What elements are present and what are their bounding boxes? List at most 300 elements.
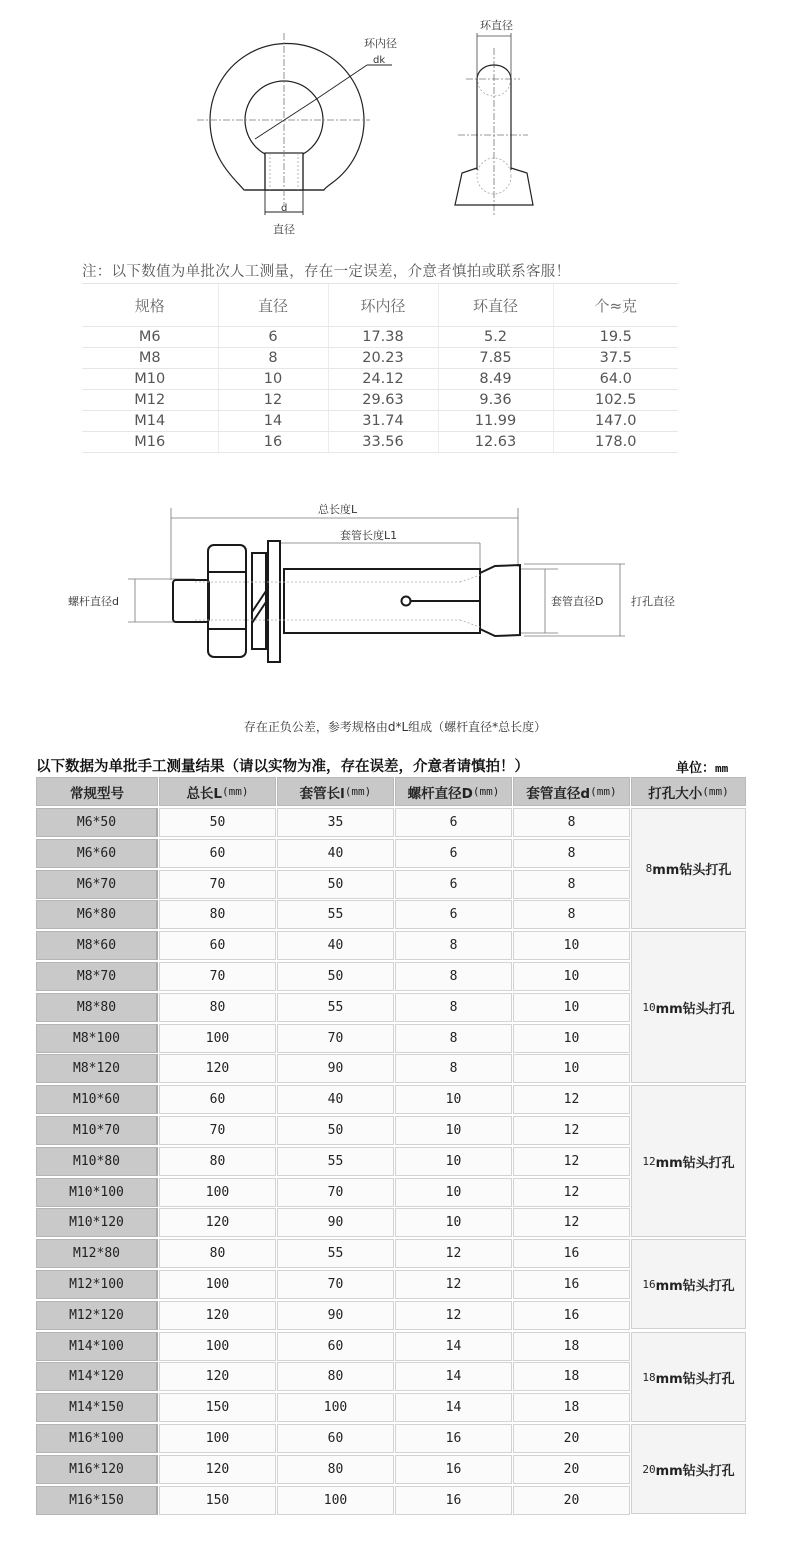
label-drill-diameter: 打孔直径	[631, 595, 675, 608]
cell-value: 55	[327, 1000, 344, 1015]
cell-screw-diameter	[395, 1270, 512, 1299]
cell-sleeve-diameter	[513, 1301, 630, 1330]
drill-size-group	[631, 931, 746, 1083]
cell-sleeve-diameter	[513, 1024, 630, 1053]
header-weight: 个≈克	[553, 284, 678, 327]
cell-screw-diameter	[395, 1178, 512, 1207]
cell-model	[36, 1116, 158, 1145]
cell-screw-diameter	[395, 1362, 512, 1391]
header-sleeve-diameter	[513, 777, 630, 806]
cell-value: M8*60	[76, 938, 117, 953]
header-label: 套管直径d	[526, 785, 591, 802]
cell-model	[36, 870, 158, 899]
cell-value: 12	[563, 1154, 580, 1169]
cell-value: M6*50	[76, 815, 117, 830]
cell-value: M8*100	[73, 1031, 120, 1046]
cell-value: 16	[563, 1277, 580, 1292]
cell-value: 50	[327, 969, 344, 984]
drill-label: mm钻头打孔	[655, 1278, 735, 1294]
cell-sleeve-diameter	[513, 870, 630, 899]
cell-sleeve-length	[277, 808, 394, 837]
cell-value: M6*70	[76, 877, 117, 892]
hex-nut	[208, 545, 246, 657]
cell-value: 12	[563, 1215, 580, 1230]
cell-model	[36, 839, 158, 868]
drill-number: 20	[642, 1462, 656, 1476]
cell-sleeve-length	[277, 1486, 394, 1515]
cell-screw-diameter	[395, 1424, 512, 1453]
header-label: 套管长l	[299, 785, 345, 802]
cell-value: M10*70	[73, 1123, 120, 1138]
cell-total-length	[159, 1301, 276, 1330]
cell-inner-diameter: 31.74	[328, 411, 438, 432]
cell-sleeve-diameter	[513, 1332, 630, 1361]
cell-value: 6	[449, 846, 458, 861]
eye-table-header-row	[82, 284, 678, 327]
cell-model	[36, 1424, 158, 1453]
cell-value: 10	[563, 1061, 580, 1076]
cell-screw-diameter	[395, 1239, 512, 1268]
spec-caption: 存在正负公差，参考规格由d*L组成（螺杆直径*总长度）	[243, 720, 547, 734]
cell-value: 14	[445, 1369, 462, 1384]
cell-screw-diameter	[395, 993, 512, 1022]
drill-label: mm钻头打孔	[655, 1155, 735, 1171]
cell-value: 70	[327, 1031, 344, 1046]
cell-model	[36, 1147, 158, 1176]
cell-value: 35	[327, 815, 344, 830]
cell-value: 80	[209, 1000, 226, 1015]
cell-value: 55	[327, 907, 344, 922]
cell-value: 20	[563, 1431, 580, 1446]
cell-model	[36, 1024, 158, 1053]
cell-value: 120	[205, 1308, 230, 1323]
cell-screw-diameter	[395, 1024, 512, 1053]
eye-bolt-note: 注：以下数值为单批次人工测量，存在一定误差，介意者慎拍或联系客服！	[82, 261, 678, 284]
cell-ring-diameter: 8.49	[438, 369, 553, 390]
cell-value: 16	[445, 1462, 462, 1477]
header-unit: (mm)	[702, 785, 729, 798]
unit-value: mm	[715, 762, 729, 775]
cell-value: 10	[445, 1185, 462, 1200]
cell-value: 8	[567, 846, 576, 861]
cell-model	[36, 1301, 158, 1330]
cell-value: 20	[563, 1493, 580, 1508]
header-diameter: 直径	[218, 284, 328, 327]
cell-screw-diameter	[395, 1393, 512, 1422]
cell-diameter: 16	[218, 432, 328, 453]
cell-value: M8*120	[73, 1061, 120, 1076]
cell-value: M6*60	[76, 846, 117, 861]
label-d: d	[281, 203, 288, 214]
cell-sleeve-diameter	[513, 1178, 630, 1207]
cell-total-length	[159, 1116, 276, 1145]
table-row	[82, 348, 678, 369]
expansion-cone	[480, 565, 520, 636]
cell-sleeve-diameter	[513, 1424, 630, 1453]
cell-value: M8*80	[76, 1000, 117, 1015]
cell-model	[36, 1054, 158, 1083]
cell-value: 18	[563, 1339, 580, 1354]
cell-value: 120	[205, 1462, 230, 1477]
cell-sleeve-diameter	[513, 1147, 630, 1176]
cell-value: 90	[327, 1061, 344, 1076]
stud	[173, 580, 209, 622]
cell-total-length	[159, 1054, 276, 1083]
cell-total-length	[159, 1332, 276, 1361]
cell-sleeve-diameter	[513, 931, 630, 960]
drill-number: 10	[642, 1000, 656, 1014]
cell-sleeve-diameter	[513, 1270, 630, 1299]
cell-screw-diameter	[395, 1208, 512, 1237]
header-label: 总长L	[186, 785, 223, 802]
cell-value: 16	[445, 1431, 462, 1446]
cell-model	[36, 1455, 158, 1484]
cell-value: 100	[205, 1185, 230, 1200]
cell-spec: M14	[82, 411, 218, 432]
cell-model	[36, 900, 158, 929]
cell-total-length	[159, 962, 276, 991]
cell-value: 90	[327, 1308, 344, 1323]
cell-total-length	[159, 1393, 276, 1422]
cell-screw-diameter	[395, 870, 512, 899]
cell-ring-diameter: 5.2	[438, 327, 553, 348]
cell-total-length	[159, 1239, 276, 1268]
cell-screw-diameter	[395, 1085, 512, 1114]
cell-model	[36, 1178, 158, 1207]
cell-value: 100	[205, 1031, 230, 1046]
cell-value: 60	[209, 846, 226, 861]
cell-sleeve-length	[277, 962, 394, 991]
cell-value: M10*80	[73, 1154, 120, 1169]
cell-value: 100	[323, 1400, 348, 1415]
cell-value: M8*70	[76, 969, 117, 984]
header-unit: (mm)	[344, 785, 372, 798]
header-label: 螺杆直径D	[407, 785, 473, 802]
header-label: 常规型号	[70, 785, 124, 802]
cell-model	[36, 1393, 158, 1422]
cell-sleeve-diameter	[513, 1362, 630, 1391]
label-diameter: 直径	[273, 223, 295, 236]
cell-total-length	[159, 1486, 276, 1515]
cell-value: 55	[327, 1154, 344, 1169]
cell-sleeve-length	[277, 1301, 394, 1330]
cell-sleeve-length	[277, 1332, 394, 1361]
cell-sleeve-length	[277, 900, 394, 929]
drill-number: 8	[645, 862, 653, 875]
cell-value: M12*100	[69, 1277, 124, 1292]
cell-value: M6*80	[76, 907, 117, 922]
cell-total-length	[159, 1024, 276, 1053]
cell-value: 8	[449, 938, 458, 953]
cell-screw-diameter	[395, 839, 512, 868]
header-sleeve-length	[277, 777, 394, 806]
header-model	[36, 777, 158, 806]
header-total-length	[159, 777, 276, 806]
label-screw-diameter: 螺杆直径d	[68, 595, 119, 608]
cell-value: 60	[327, 1431, 344, 1446]
expansion-anchor-diagram	[0, 490, 790, 680]
cell-value: 10	[563, 1000, 580, 1015]
cell-value: 8	[567, 877, 576, 892]
cell-value: 12	[563, 1092, 580, 1107]
cell-screw-diameter	[395, 808, 512, 837]
header-unit: (mm)	[590, 785, 617, 798]
cell-screw-diameter	[395, 1486, 512, 1515]
cell-ring-diameter: 9.36	[438, 390, 553, 411]
cell-sleeve-diameter	[513, 1239, 630, 1268]
cell-sleeve-diameter	[513, 993, 630, 1022]
cell-value: M14*150	[69, 1400, 124, 1415]
cell-weight: 102.5	[553, 390, 678, 411]
cell-value: 8	[449, 1061, 458, 1076]
cell-diameter: 8	[218, 348, 328, 369]
cell-value: 55	[327, 1246, 344, 1261]
cell-value: 100	[205, 1339, 230, 1354]
drill-number: 12	[642, 1154, 656, 1168]
cell-value: 16	[445, 1493, 462, 1508]
cell-sleeve-diameter	[513, 1085, 630, 1114]
cell-sleeve-diameter	[513, 1455, 630, 1484]
cell-value: 70	[327, 1277, 344, 1292]
cell-value: 150	[205, 1400, 230, 1415]
drill-size-group	[631, 808, 746, 929]
unit-label: 单位：	[676, 761, 716, 776]
cell-screw-diameter	[395, 931, 512, 960]
header-inner-diameter: 环内径	[328, 284, 438, 327]
cell-total-length	[159, 931, 276, 960]
header-screw-diameter	[395, 777, 512, 806]
cell-spec: M8	[82, 348, 218, 369]
cell-sleeve-diameter	[513, 1208, 630, 1237]
cell-value: 100	[323, 1493, 348, 1508]
cell-spec: M16	[82, 432, 218, 453]
cell-total-length	[159, 1270, 276, 1299]
cell-screw-diameter	[395, 900, 512, 929]
cell-value: 16	[563, 1246, 580, 1261]
cell-sleeve-length	[277, 1362, 394, 1391]
cell-screw-diameter	[395, 1116, 512, 1145]
cell-total-length	[159, 1455, 276, 1484]
cell-value: 100	[205, 1277, 230, 1292]
cell-value: 120	[205, 1061, 230, 1076]
cell-model	[36, 931, 158, 960]
cell-inner-diameter: 33.56	[328, 432, 438, 453]
cell-value: 40	[327, 846, 344, 861]
cell-screw-diameter	[395, 1332, 512, 1361]
cell-value: 100	[205, 1431, 230, 1446]
cell-value: 12	[445, 1277, 462, 1292]
cell-sleeve-length	[277, 1393, 394, 1422]
cell-model	[36, 1362, 158, 1391]
cell-value: 16	[563, 1308, 580, 1323]
cell-value: 6	[449, 815, 458, 830]
cell-sleeve-length	[277, 870, 394, 899]
cell-value: 50	[327, 1123, 344, 1138]
cell-value: M12*120	[69, 1308, 124, 1323]
eye-bolt-spec-table	[82, 261, 678, 453]
cell-value: 40	[327, 938, 344, 953]
cell-model	[36, 1085, 158, 1114]
cell-screw-diameter	[395, 962, 512, 991]
cell-weight: 147.0	[553, 411, 678, 432]
cell-value: 70	[327, 1185, 344, 1200]
cell-value: 12	[563, 1185, 580, 1200]
table-row	[82, 432, 678, 453]
cell-total-length	[159, 1424, 276, 1453]
cell-inner-diameter: 29.63	[328, 390, 438, 411]
cell-value: 6	[449, 907, 458, 922]
cell-value: 80	[327, 1369, 344, 1384]
cell-sleeve-diameter	[513, 1486, 630, 1515]
cell-value: 150	[205, 1493, 230, 1508]
cell-sleeve-length	[277, 1239, 394, 1268]
cell-spec: M10	[82, 369, 218, 390]
cell-value: 10	[445, 1123, 462, 1138]
label-sleeve-diameter: 套管直径D	[551, 595, 604, 608]
cell-value: 120	[205, 1215, 230, 1230]
cell-sleeve-diameter	[513, 1393, 630, 1422]
cell-total-length	[159, 1085, 276, 1114]
cell-value: 50	[209, 815, 226, 830]
header-unit: (mm)	[472, 785, 500, 798]
cell-value: 40	[327, 1092, 344, 1107]
cell-sleeve-diameter	[513, 808, 630, 837]
cell-weight: 178.0	[553, 432, 678, 453]
cell-value: 14	[445, 1339, 462, 1354]
cell-value: 18	[563, 1400, 580, 1415]
cell-value: M16*120	[69, 1462, 124, 1477]
drill-number: 18	[642, 1370, 656, 1384]
cell-value: M16*150	[69, 1493, 124, 1508]
table-row	[82, 327, 678, 348]
cell-sleeve-length	[277, 839, 394, 868]
cell-value: M14*100	[69, 1339, 124, 1354]
cell-value: M14*120	[69, 1369, 124, 1384]
cell-sleeve-diameter	[513, 1054, 630, 1083]
drill-size-group	[631, 1332, 746, 1422]
cell-inner-diameter: 24.12	[328, 369, 438, 390]
cell-total-length	[159, 1362, 276, 1391]
cell-sleeve-length	[277, 1116, 394, 1145]
cell-total-length	[159, 808, 276, 837]
cell-value: 60	[327, 1339, 344, 1354]
cell-model	[36, 808, 158, 837]
anchor-table-title: 以下数据为单批手工测量结果（请以实物为准，存在误差，介意者请慎拍！）	[36, 759, 529, 775]
cell-value: 12	[563, 1123, 580, 1138]
label-dk: dk	[373, 55, 386, 66]
cell-value: 60	[209, 1092, 226, 1107]
cell-value: 8	[567, 815, 576, 830]
cell-sleeve-length	[277, 1270, 394, 1299]
drill-size-group	[631, 1424, 746, 1514]
cell-value: M10*60	[73, 1092, 120, 1107]
cell-model	[36, 993, 158, 1022]
cell-value: 50	[327, 877, 344, 892]
cell-value: 10	[445, 1215, 462, 1230]
cell-model	[36, 962, 158, 991]
drill-number: 16	[642, 1277, 656, 1291]
label-ring-diameter: 环直径	[480, 19, 513, 32]
header-unit: (mm)	[222, 785, 249, 798]
cell-sleeve-length	[277, 1178, 394, 1207]
cell-total-length	[159, 839, 276, 868]
cell-total-length	[159, 1208, 276, 1237]
cell-value: 12	[445, 1246, 462, 1261]
cell-model	[36, 1332, 158, 1361]
drill-size-group	[631, 1239, 746, 1329]
cell-value: 20	[563, 1462, 580, 1477]
cell-model	[36, 1239, 158, 1268]
cell-sleeve-length	[277, 931, 394, 960]
label-total-length: 总长度L	[318, 503, 358, 516]
flat-washer	[268, 541, 280, 662]
cell-spec: M12	[82, 390, 218, 411]
cell-screw-diameter	[395, 1455, 512, 1484]
header-ring-diameter: 环直径	[438, 284, 553, 327]
cell-weight: 64.0	[553, 369, 678, 390]
anchor-spec-table	[36, 777, 746, 1521]
cell-value: 12	[445, 1308, 462, 1323]
header-label: 打孔大小	[648, 785, 703, 802]
label-sleeve-length: 套管长度L1	[340, 529, 398, 542]
cell-value: 18	[563, 1369, 580, 1384]
cell-value: 14	[445, 1400, 462, 1415]
cell-total-length	[159, 1147, 276, 1176]
cell-value: 120	[205, 1369, 230, 1384]
table-row	[82, 390, 678, 411]
cell-value: 80	[209, 907, 226, 922]
cell-sleeve-length	[277, 993, 394, 1022]
cell-value: 6	[449, 877, 458, 892]
cell-screw-diameter	[395, 1054, 512, 1083]
cell-value: 80	[209, 1154, 226, 1169]
cell-inner-diameter: 17.38	[328, 327, 438, 348]
label-inner-diameter: 环内径	[364, 37, 397, 50]
eye-bolt-diagram	[0, 0, 790, 250]
cell-value: 10	[445, 1092, 462, 1107]
cell-value: M10*100	[69, 1185, 124, 1200]
cell-model	[36, 1486, 158, 1515]
cell-diameter: 10	[218, 369, 328, 390]
drill-size-group	[631, 1085, 746, 1237]
drill-label: mm钻头打孔	[655, 1001, 735, 1017]
cell-model	[36, 1208, 158, 1237]
table-row	[82, 411, 678, 432]
cell-value: 80	[209, 1246, 226, 1261]
unit-indicator	[676, 757, 728, 776]
cell-sleeve-diameter	[513, 900, 630, 929]
cell-model	[36, 1270, 158, 1299]
cell-value: 10	[445, 1154, 462, 1169]
cell-screw-diameter	[395, 1301, 512, 1330]
cell-sleeve-length	[277, 1085, 394, 1114]
cell-sleeve-diameter	[513, 839, 630, 868]
cell-value: 8	[449, 1031, 458, 1046]
header-spec: 规格	[82, 284, 218, 327]
cell-spec: M6	[82, 327, 218, 348]
cell-sleeve-diameter	[513, 962, 630, 991]
cell-sleeve-length	[277, 1455, 394, 1484]
cell-sleeve-length	[277, 1147, 394, 1176]
cell-sleeve-length	[277, 1208, 394, 1237]
cell-diameter: 12	[218, 390, 328, 411]
cell-ring-diameter: 11.99	[438, 411, 553, 432]
cell-ring-diameter: 7.85	[438, 348, 553, 369]
cell-weight: 37.5	[553, 348, 678, 369]
cell-value: 60	[209, 938, 226, 953]
table-row	[82, 369, 678, 390]
drill-label: mm钻头打孔	[655, 1463, 735, 1479]
